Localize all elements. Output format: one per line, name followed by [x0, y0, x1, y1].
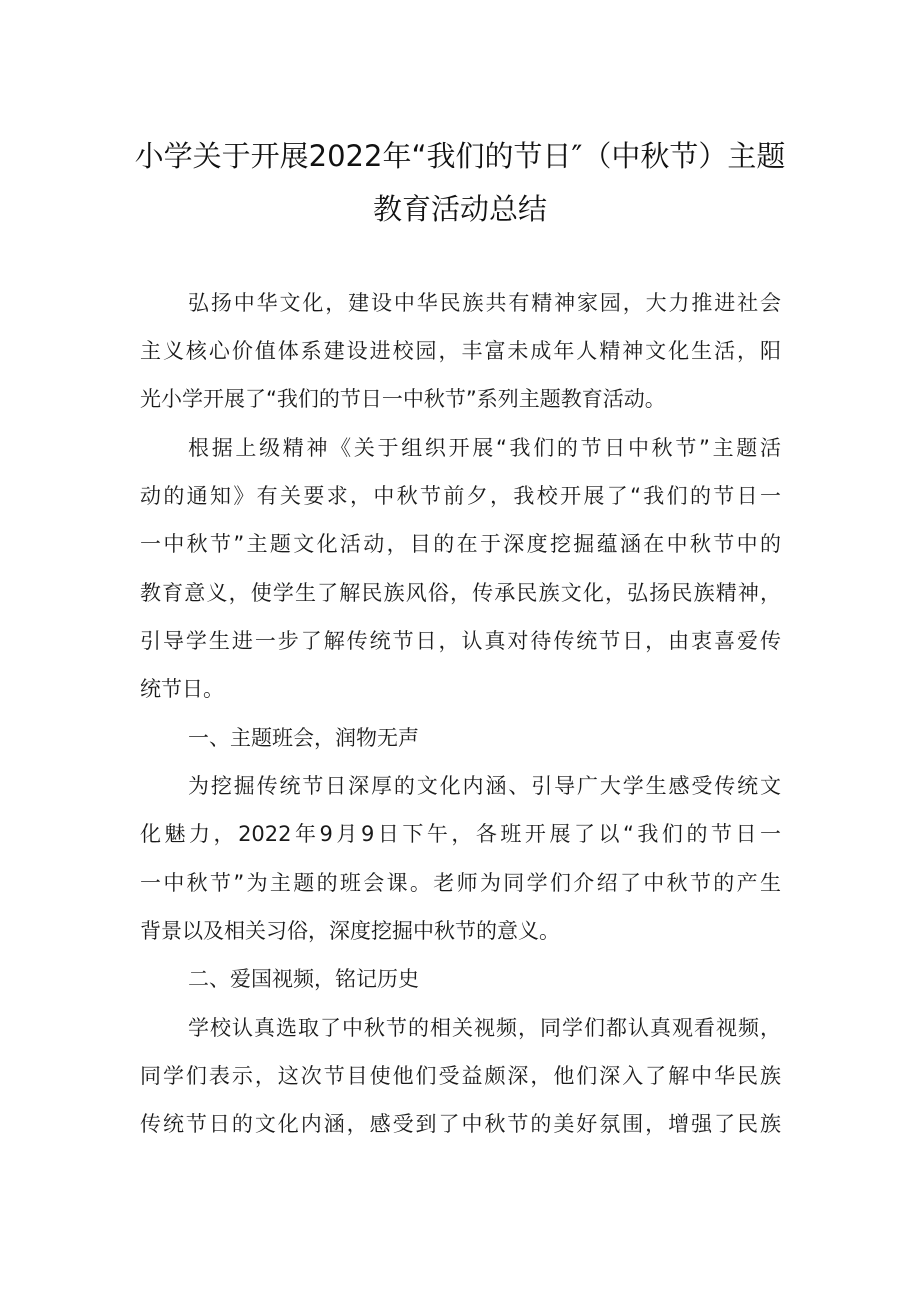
body-line: 动的通知》有关要求，中秋节前夕，我校开展了“我们的节日一 [140, 484, 781, 508]
section-heading: 一、主题班会，润物无声 [188, 726, 419, 750]
body-line: 统节日。 [140, 677, 224, 701]
body-line: 引导学生进一步了解传统节日，认真对待传统节日，由衷喜爱传 [140, 629, 781, 653]
body-line: 光小学开展了“我们的节日一中秋节”系列主题教育活动。 [140, 387, 666, 411]
body-line: 背景以及相关习俗，深度挖掘中秋节的意义。 [140, 919, 560, 943]
body-line: 传统节日的文化内涵，感受到了中秋节的美好氛围，增强了民族 [140, 1112, 781, 1136]
body-line: 教育意义，使学生了解民族风俗，传承民族文化，弘扬民族精神， [140, 581, 781, 605]
section-heading: 二、爱国视频，铭记历史 [188, 967, 419, 991]
body-line: 化魅力，2022年9月9日下午，各班开展了以“我们的节日一 [140, 822, 781, 846]
body-line: 主义核心价值体系建设进校园，丰富未成年人精神文化生活，阳 [140, 339, 781, 363]
body-line: 弘扬中华文化，建设中华民族共有精神家园，大力推进社会 [188, 291, 781, 315]
body-line: 为挖掘传统节日深厚的文化内涵、引导广大学生感受传统文 [188, 774, 781, 798]
document-title-line-2: 教育活动总结 [372, 192, 547, 226]
document-title-line-1: 小学关于开展2022年“我们的节日″（中秋节）主题 [134, 139, 786, 173]
body-line: 一中秋节”主题文化活动，目的在于深度挖掘蕴涵在中秋节中的 [140, 532, 781, 556]
body-line: 同学们表示，这次节目使他们受益颇深，他们深入了解中华民族 [140, 1064, 781, 1088]
body-line: 一中秋节”为主题的班会课。老师为同学们介绍了中秋节的产生 [140, 871, 781, 895]
body-line: 根据上级精神《关于组织开展“我们的节日中秋节”主题活 [188, 436, 781, 460]
body-line: 学校认真选取了中秋节的相关视频，同学们都认真观看视频， [188, 1016, 781, 1040]
